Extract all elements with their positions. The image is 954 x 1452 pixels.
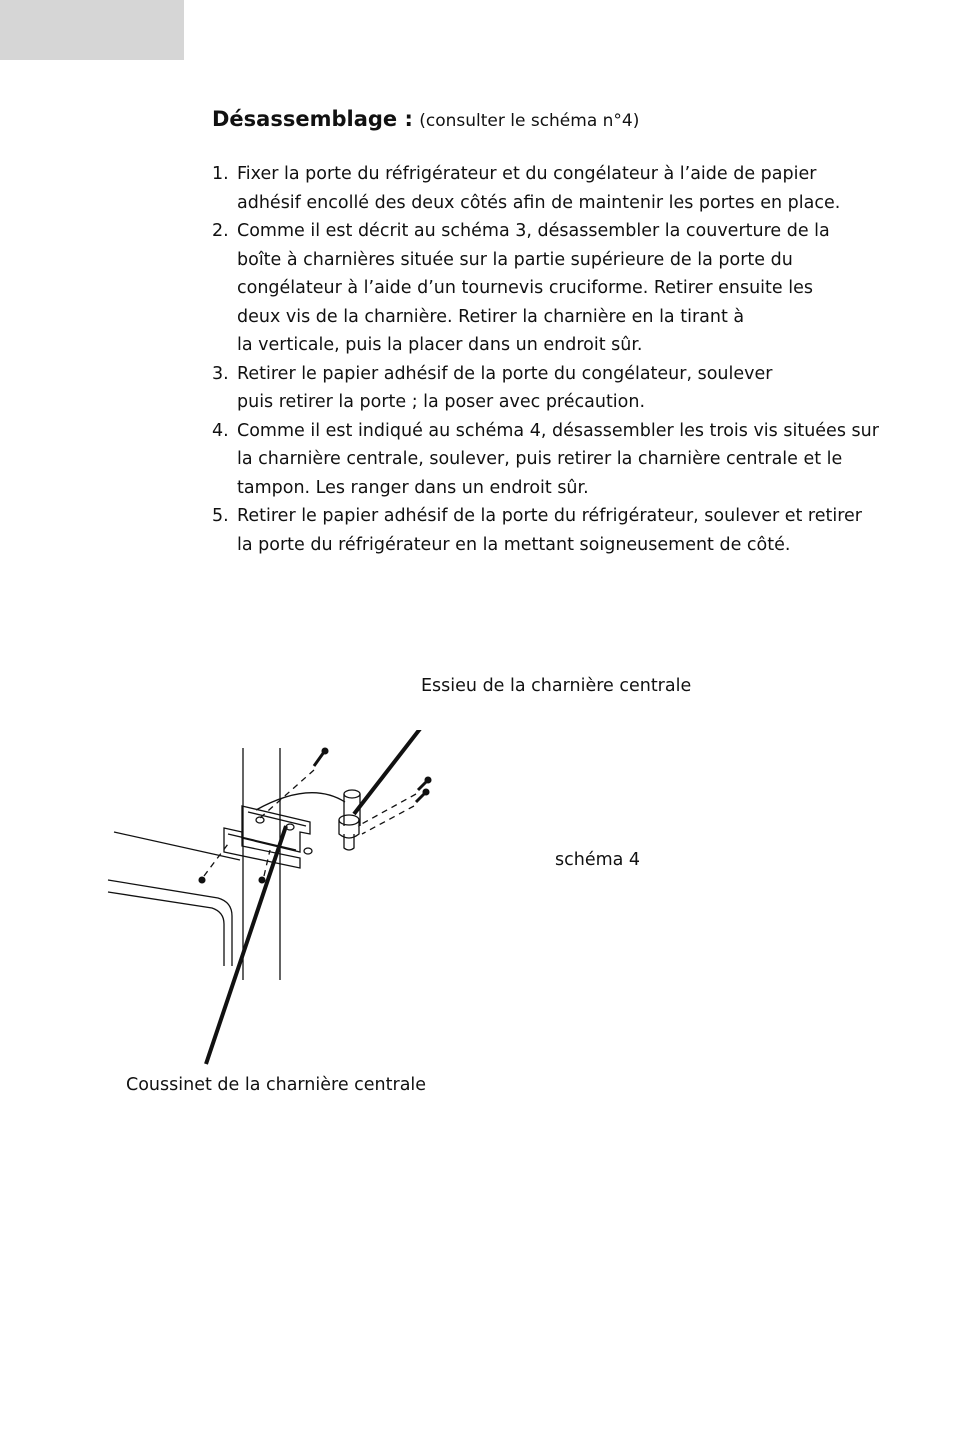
step-text-line: tampon. Les ranger dans un endroit sûr. [237, 477, 589, 498]
hinge-diagram [100, 730, 460, 1070]
step-text-line: congélateur à l’aide d’un tournevis cruciforme. Retirer ensuite les [237, 278, 813, 298]
step-text-line: boîte à charnières située sur la partie supérieure de la porte du [237, 249, 793, 270]
leader-lines [206, 730, 423, 1064]
section-heading [212, 104, 639, 136]
instruction-list [212, 160, 892, 559]
instruction-step [212, 160, 892, 217]
step-text-line: Comme il est décrit au schéma 3, désassembler la couverture de la [237, 221, 830, 241]
step-text-line: puis retirer la porte ; la poser avec précaution. [237, 392, 646, 412]
section-title: Désassemblage : [212, 107, 413, 131]
page-tab-marker [0, 0, 184, 60]
instruction-step [212, 217, 892, 360]
step-text-line: la charnière centrale, soulever, puis retirer la charnière centrale et le [237, 449, 843, 469]
step-text-line: Fixer la porte du réfrigérateur et du congélateur à l’aide de papier [237, 164, 817, 184]
section-subtitle: (consulter le schéma n°4) [419, 111, 640, 131]
step-text-line: deux vis de la charnière. Retirer la charnière en la tirant à [237, 306, 745, 327]
hinge-axle [339, 790, 360, 850]
figure-caption: schéma 4 [555, 850, 641, 870]
step-text-line: Retirer le papier adhésif de la porte du congélateur, soulever [237, 363, 773, 384]
instruction-step [212, 417, 892, 503]
step-number: 3. [212, 363, 229, 384]
step-text-line: Comme il est indiqué au schéma 4, désassembler les trois vis situées sur [237, 420, 879, 441]
screws [199, 748, 431, 883]
step-number: 4. [212, 420, 229, 441]
instruction-step [212, 502, 892, 559]
step-number: 1. [212, 164, 229, 184]
step-number: 2. [212, 221, 229, 241]
instruction-step [212, 360, 892, 417]
step-number: 5. [212, 506, 229, 526]
step-text-line: la porte du réfrigérateur en la mettant soigneusement de côté. [237, 534, 791, 555]
step-text-line: adhésif encollé des deux côtés afin de maintenir les portes en place. [237, 192, 841, 213]
step-text-line: la verticale, puis la placer dans un endroit sûr. [237, 335, 643, 355]
bushing-label: Coussinet de la charnière centrale [126, 1075, 427, 1095]
axle-label: Essieu de la charnière centrale [421, 676, 692, 696]
door-outline [108, 832, 240, 966]
step-text-line: Retirer le papier adhésif de la porte du réfrigérateur, soulever et retirer [237, 506, 862, 526]
